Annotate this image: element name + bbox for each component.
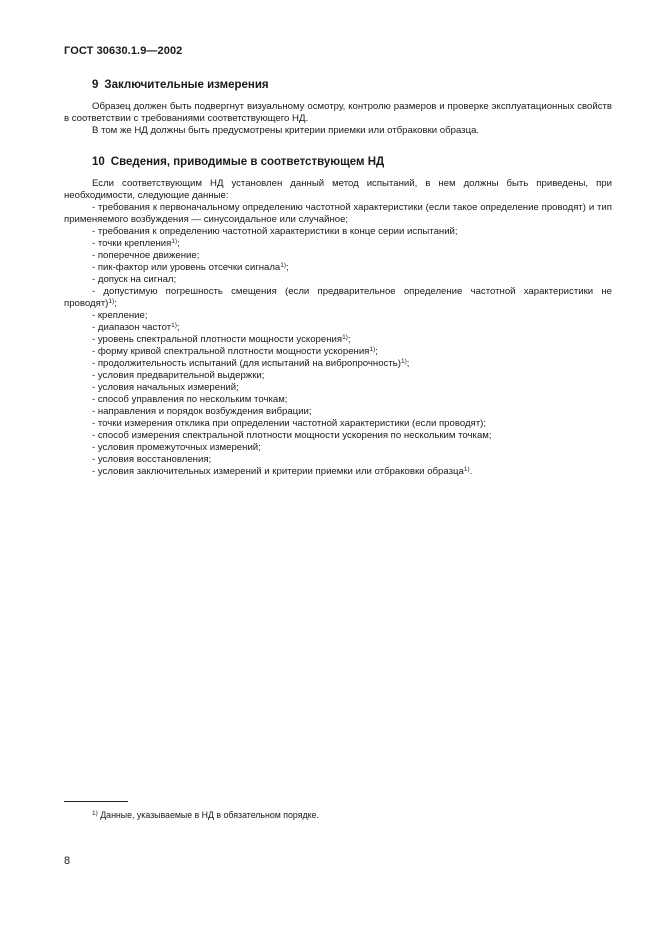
footnote-reference: 1) xyxy=(400,358,407,365)
section-10-intro: Если соответствующим НД установлен данный метод испытаний, в нем должны быть приведены, при необходимости, следующие данные: xyxy=(64,178,612,201)
section-9-title xyxy=(64,78,612,92)
section-9-number: 9 xyxy=(92,79,99,91)
list-item xyxy=(64,346,612,358)
list-item xyxy=(64,262,612,274)
list-item-text: - допустимую погрешность смещения (если предварительное определение частотной характеристики не проводят) xyxy=(64,286,612,309)
list-item xyxy=(64,382,612,394)
list-item-text: - направления и порядок возбуждения вибрации; xyxy=(92,406,312,417)
list-item-text: - способ измерения спектральной плотности мощности ускорения по нескольким точкам; xyxy=(92,430,492,441)
list-item xyxy=(64,442,612,454)
list-item xyxy=(64,238,612,250)
list-item-text: - требования к определению частотной характеристики в конце серии испытаний; xyxy=(92,226,458,237)
list-item-punctuation: ; xyxy=(177,238,180,249)
list-item xyxy=(64,358,612,370)
list-item xyxy=(64,226,612,238)
list-item xyxy=(64,310,612,322)
section-9 xyxy=(64,78,612,137)
list-item-text: - допуск на сигнал; xyxy=(92,274,177,285)
list-item-text: - пик-фактор или уровень отсечки сигнала xyxy=(92,262,281,273)
section-10 xyxy=(64,155,612,478)
list-item xyxy=(64,250,612,262)
footnote-reference: 1) xyxy=(463,466,470,473)
list-item xyxy=(64,286,612,310)
section-10-heading: Сведения, приводимые в соответствующем НД xyxy=(110,156,385,168)
list-item xyxy=(64,430,612,442)
list-item-punctuation: ; xyxy=(114,298,117,309)
list-item xyxy=(64,322,612,334)
section-9-paragraph: Образец должен быть подвергнут визуальному осмотру, контролю размеров и проверке эксплуатационных свойств в соответствии с требованиями соответствующего НД. xyxy=(64,101,612,124)
list-item-text: - точки крепления xyxy=(92,238,172,249)
footnote-reference: 1) xyxy=(280,262,287,269)
list-item-text: - крепление; xyxy=(92,310,148,321)
list-item-text: - условия промежуточных измерений; xyxy=(92,442,261,453)
list-item-punctuation: ; xyxy=(347,334,351,345)
footnote-marker: 1) xyxy=(92,810,98,817)
footnote-text: Данные, указываемые в НД в обязательном порядке. xyxy=(97,810,319,820)
list-item-text: - требования к первоначальному определению частотной характеристики (если такое определение проводят) и тип применяемого возбуждения — синусоидальное или случайное; xyxy=(64,202,612,225)
list-item-punctuation: ; xyxy=(406,358,410,369)
list-item xyxy=(64,454,612,466)
section-9-paragraph: В том же НД должны быть предусмотрены критерии приемки или отбраковки образца. xyxy=(92,125,480,136)
list-item xyxy=(64,466,612,478)
list-item xyxy=(64,406,612,418)
footnote-divider xyxy=(64,801,128,802)
list-item-text: - точки измерения отклика при определении частотной характеристики (если проводят); xyxy=(92,418,486,429)
requirements-list xyxy=(64,202,612,478)
section-9-heading: Заключительные измерения xyxy=(104,79,269,91)
section-10-title xyxy=(64,155,612,169)
list-item xyxy=(64,394,612,406)
list-item-punctuation: ; xyxy=(176,322,180,333)
list-item-text: - условия начальных измерений; xyxy=(92,382,239,393)
list-item-text: - способ управления по нескольким точкам; xyxy=(92,394,288,405)
list-item-text: - условия заключительных измерений и критерии приемки или отбраковки образца xyxy=(92,466,464,477)
footnote xyxy=(92,810,319,821)
list-item-text: - условия предварительной выдержки; xyxy=(92,370,265,381)
list-item xyxy=(64,418,612,430)
list-item-punctuation: . xyxy=(469,466,473,477)
list-item xyxy=(64,334,612,346)
list-item-text: - поперечное движение; xyxy=(92,250,200,261)
list-item xyxy=(64,202,612,226)
footnote-reference: 1) xyxy=(342,334,348,341)
list-item-text: - продолжительность испытаний (для испытаний на вибропрочность) xyxy=(92,358,401,369)
list-item-punctuation: ; xyxy=(375,346,378,357)
footnote-reference: 1) xyxy=(108,298,115,305)
list-item xyxy=(64,370,612,382)
list-item-text: - форму кривой спектральной плотности мощности ускорения xyxy=(92,346,370,357)
section-10-number: 10 xyxy=(92,156,105,168)
list-item xyxy=(64,274,612,286)
footnote-reference: 1) xyxy=(171,238,178,245)
page-number: 8 xyxy=(64,855,71,867)
footnote-reference: 1) xyxy=(369,346,376,353)
footnote-reference: 1) xyxy=(171,322,177,329)
list-item-punctuation: ; xyxy=(286,262,289,273)
list-item-text: - условия восстановления; xyxy=(92,454,212,465)
list-item-text: - диапазон частот xyxy=(92,322,172,333)
document-code: ГОСТ 30630.1.9—2002 xyxy=(64,45,183,57)
list-item-text: - уровень спектральной плотности мощности ускорения xyxy=(92,334,343,345)
